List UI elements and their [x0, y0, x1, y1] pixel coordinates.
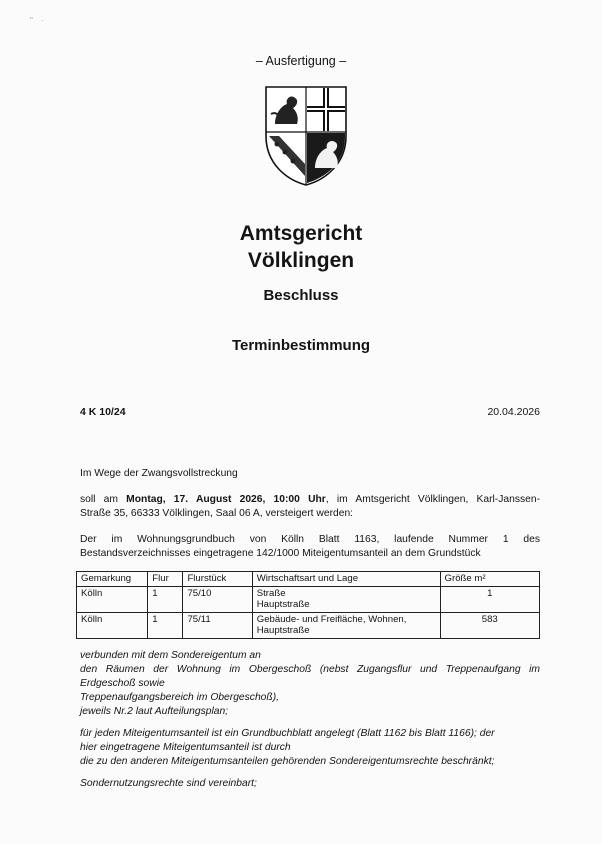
- hearing-datetime: Montag, 17. August 2026, 10:00 Uhr: [126, 494, 326, 505]
- intro-text: Im Wege der Zwangsvollstreckung: [80, 468, 238, 479]
- cell-lage: [252, 612, 440, 638]
- cell-flur: 1: [148, 586, 183, 612]
- cell-gemarkung: Kölln: [77, 612, 148, 638]
- col-groesse: Größe m²: [440, 572, 539, 587]
- cell-lage-line1: Straße: [256, 587, 286, 599]
- copy-note: – Ausfertigung –: [255, 54, 347, 68]
- cell-flurstueck: 75/11: [183, 612, 252, 638]
- court-name-line1: Amtsgericht: [239, 222, 363, 245]
- decision-title: Beschluss: [263, 287, 339, 304]
- hearing-line1: [80, 493, 540, 506]
- document-date: 20.04.2026: [487, 406, 540, 418]
- italic-line9: Sondernutzungsrechte sind vereinbart;: [80, 778, 257, 789]
- italic-line7: hier eingetragene Miteigentumsanteil ist durch: [80, 742, 291, 753]
- cell-lage-line2: Hauptstraße: [256, 599, 310, 610]
- register-line2: Bestandsverzeichnisses eingetragene 142/1000 Miteigentumsanteil an dem Grundstück: [80, 548, 481, 559]
- hearing-line2: Straße 35, 66333 Völklingen, Saal 06 A, versteigert werden:: [80, 508, 354, 519]
- cell-groesse: 1: [440, 586, 539, 612]
- court-name: [0, 220, 602, 274]
- cell-flurstueck: 75/10: [183, 586, 252, 612]
- hearing-pre: soll am: [80, 494, 127, 505]
- col-gemarkung: Gemarkung: [77, 572, 148, 587]
- cell-lage: [252, 586, 440, 612]
- fax-mark: " ·: [30, 16, 47, 25]
- coat-of-arms-seal: [263, 84, 349, 188]
- italic-line3: Erdgeschoß sowie: [80, 678, 165, 689]
- register-line1: Der im Wohnungsgrundbuch von Kölln Blatt 1163, laufende Nummer 1 des: [80, 534, 540, 545]
- cell-gemarkung: Kölln: [77, 586, 148, 612]
- italic-line8: die zu den anderen Miteigentumsanteilen gehörenden Sondereigentumsrechte beschränkt;: [80, 756, 495, 767]
- subject-title: Terminbestimmung: [231, 337, 371, 354]
- italic-line2: den Räumen der Wohnung im Obergeschoß (nebst Zugangsflur und Treppenaufgang im: [80, 664, 540, 675]
- italic-line1: verbunden mit dem Sondereigentum an: [80, 650, 261, 661]
- court-name-line2: Völklingen: [247, 249, 355, 272]
- col-flurstueck: Flurstück: [183, 572, 252, 587]
- hearing-post: , im Amtsgericht Völklingen, Karl-Janssen-: [325, 494, 541, 505]
- cell-lage-line2: Hauptstraße: [256, 625, 310, 636]
- italic-line6: für jeden Miteigentumsanteil ist ein Grundbuchblatt angelegt (Blatt 1162 bis Blatt 1166); der: [80, 728, 495, 739]
- case-number: 4 K 10/24: [80, 406, 126, 418]
- table-row: [77, 586, 540, 612]
- parcel-table: [76, 571, 540, 639]
- cell-lage-line1: Gebäude- und Freifläche, Wohnen,: [256, 613, 407, 625]
- cell-flur: 1: [148, 612, 183, 638]
- italic-line5: jeweils Nr.2 laut Aufteilungsplan;: [80, 706, 229, 717]
- col-flur: Flur: [148, 572, 183, 587]
- col-lage: Wirtschaftsart und Lage: [252, 572, 440, 587]
- cell-groesse: 583: [440, 612, 539, 638]
- italic-line4: Treppenaufgangsbereich im Obergeschoß),: [80, 692, 279, 703]
- table-header-row: [77, 572, 540, 587]
- table-row: [77, 612, 540, 638]
